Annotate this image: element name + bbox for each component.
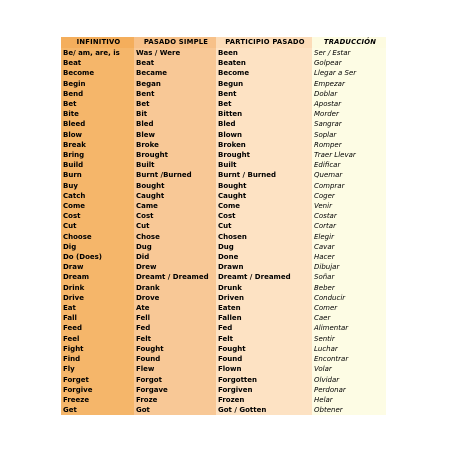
cell-traduccion: Comprar (312, 181, 386, 191)
cell-infinitivo: Buy (61, 181, 134, 191)
table-row (61, 221, 386, 231)
irregular-verbs-table (61, 37, 386, 415)
cell-participio-pasado: Drunk (216, 283, 312, 293)
table-row (61, 130, 386, 140)
cell-pasado-simple: Cost (134, 211, 216, 221)
cell-participio-pasado: Beaten (216, 58, 312, 68)
cell-infinitivo: Feel (61, 334, 134, 344)
cell-infinitivo: Draw (61, 262, 134, 272)
cell-pasado-simple: Chose (134, 232, 216, 242)
cell-infinitivo: Break (61, 140, 134, 150)
cell-traduccion: Helar (312, 395, 386, 405)
cell-infinitivo: Do (Does) (61, 252, 134, 262)
table-row (61, 252, 386, 262)
cell-pasado-simple: Bought (134, 181, 216, 191)
table-body (61, 48, 386, 415)
cell-infinitivo: Drive (61, 293, 134, 303)
cell-pasado-simple: Drank (134, 283, 216, 293)
cell-pasado-simple: Fed (134, 323, 216, 333)
table-row (61, 181, 386, 191)
cell-participio-pasado: Drawn (216, 262, 312, 272)
cell-pasado-simple: Bled (134, 119, 216, 129)
cell-traduccion: Soñar (312, 272, 386, 282)
cell-traduccion: Apostar (312, 99, 386, 109)
cell-traduccion: Sentir (312, 334, 386, 344)
cell-participio-pasado: Come (216, 201, 312, 211)
cell-participio-pasado: Fed (216, 323, 312, 333)
cell-pasado-simple: Broke (134, 140, 216, 150)
cell-infinitivo: Eat (61, 303, 134, 313)
table-row (61, 150, 386, 160)
table-row (61, 354, 386, 364)
cell-pasado-simple: Brought (134, 150, 216, 160)
cell-participio-pasado: Forgotten (216, 375, 312, 385)
cell-infinitivo: Choose (61, 232, 134, 242)
cell-traduccion: Comer (312, 303, 386, 313)
cell-pasado-simple: Fought (134, 344, 216, 354)
table-row (61, 140, 386, 150)
table-row (61, 79, 386, 89)
cell-traduccion: Cortar (312, 221, 386, 231)
cell-infinitivo: Come (61, 201, 134, 211)
cell-traduccion: Golpear (312, 58, 386, 68)
cell-pasado-simple: Came (134, 201, 216, 211)
table-row (61, 99, 386, 109)
table-row (61, 375, 386, 385)
cell-infinitivo: Feed (61, 323, 134, 333)
verb-table-container (61, 37, 386, 415)
cell-infinitivo: Freeze (61, 395, 134, 405)
table-row (61, 242, 386, 252)
cell-participio-pasado: Driven (216, 293, 312, 303)
header-participio-pasado: PARTICIPIO PASADO (216, 37, 312, 48)
cell-infinitivo: Bend (61, 89, 134, 99)
table-row (61, 58, 386, 68)
cell-traduccion: Sangrar (312, 119, 386, 129)
cell-infinitivo: Drink (61, 283, 134, 293)
cell-traduccion: Volar (312, 364, 386, 374)
table-row (61, 160, 386, 170)
cell-participio-pasado: Bled (216, 119, 312, 129)
table-row (61, 405, 386, 415)
cell-traduccion: Alimentar (312, 323, 386, 333)
cell-pasado-simple: Drew (134, 262, 216, 272)
table-row (61, 293, 386, 303)
cell-pasado-simple: Did (134, 252, 216, 262)
table-row (61, 119, 386, 129)
header-traduccion: TRADUCCIÓN (312, 37, 386, 48)
cell-infinitivo: Bring (61, 150, 134, 160)
cell-traduccion: Caer (312, 313, 386, 323)
table-row (61, 323, 386, 333)
cell-participio-pasado: Dreamt / Dreamed (216, 272, 312, 282)
cell-pasado-simple: Blew (134, 130, 216, 140)
cell-traduccion: Conducir (312, 293, 386, 303)
cell-traduccion: Dibujar (312, 262, 386, 272)
cell-participio-pasado: Chosen (216, 232, 312, 242)
cell-infinitivo: Bleed (61, 119, 134, 129)
cell-infinitivo: Cut (61, 221, 134, 231)
cell-traduccion: Traer Llevar (312, 150, 386, 160)
table-row (61, 303, 386, 313)
cell-traduccion: Beber (312, 283, 386, 293)
cell-infinitivo: Blow (61, 130, 134, 140)
cell-participio-pasado: Felt (216, 334, 312, 344)
cell-participio-pasado: Cut (216, 221, 312, 231)
cell-pasado-simple: Bet (134, 99, 216, 109)
cell-participio-pasado: Fought (216, 344, 312, 354)
cell-participio-pasado: Caught (216, 191, 312, 201)
cell-infinitivo: Fall (61, 313, 134, 323)
cell-infinitivo: Become (61, 68, 134, 78)
cell-traduccion: Empezar (312, 79, 386, 89)
header-infinitivo: INFINITIVO (61, 37, 134, 48)
cell-participio-pasado: Blown (216, 130, 312, 140)
header-pasado-simple: PASADO SIMPLE (134, 37, 216, 48)
cell-pasado-simple: Got (134, 405, 216, 415)
table-row (61, 191, 386, 201)
cell-pasado-simple: Began (134, 79, 216, 89)
cell-infinitivo: Bite (61, 109, 134, 119)
table-row (61, 68, 386, 78)
cell-infinitivo: Beat (61, 58, 134, 68)
table-row (61, 201, 386, 211)
table-row (61, 334, 386, 344)
table-header-row (61, 37, 386, 48)
cell-participio-pasado: Built (216, 160, 312, 170)
cell-participio-pasado: Eaten (216, 303, 312, 313)
cell-traduccion: Obtener (312, 405, 386, 415)
cell-infinitivo: Dream (61, 272, 134, 282)
cell-pasado-simple: Bent (134, 89, 216, 99)
cell-pasado-simple: Flew (134, 364, 216, 374)
cell-pasado-simple: Bit (134, 109, 216, 119)
table-row (61, 283, 386, 293)
cell-pasado-simple: Froze (134, 395, 216, 405)
table-row (61, 262, 386, 272)
cell-traduccion: Quemar (312, 170, 386, 180)
cell-traduccion: Doblar (312, 89, 386, 99)
cell-pasado-simple: Drove (134, 293, 216, 303)
table-row (61, 109, 386, 119)
cell-participio-pasado: Broken (216, 140, 312, 150)
cell-infinitivo: Forget (61, 375, 134, 385)
cell-participio-pasado: Bent (216, 89, 312, 99)
cell-pasado-simple: Found (134, 354, 216, 364)
cell-pasado-simple: Ate (134, 303, 216, 313)
cell-pasado-simple: Cut (134, 221, 216, 231)
cell-traduccion: Elegir (312, 232, 386, 242)
cell-traduccion: Llegar a Ser (312, 68, 386, 78)
table-row (61, 385, 386, 395)
cell-participio-pasado: Been (216, 48, 312, 58)
cell-traduccion: Ser / Estar (312, 48, 386, 58)
cell-pasado-simple: Caught (134, 191, 216, 201)
cell-pasado-simple: Was / Were (134, 48, 216, 58)
cell-infinitivo: Get (61, 405, 134, 415)
cell-infinitivo: Cost (61, 211, 134, 221)
cell-participio-pasado: Forgiven (216, 385, 312, 395)
cell-infinitivo: Catch (61, 191, 134, 201)
cell-pasado-simple: Forgave (134, 385, 216, 395)
cell-traduccion: Cavar (312, 242, 386, 252)
cell-pasado-simple: Became (134, 68, 216, 78)
cell-pasado-simple: Beat (134, 58, 216, 68)
cell-traduccion: Coger (312, 191, 386, 201)
cell-participio-pasado: Bitten (216, 109, 312, 119)
cell-infinitivo: Build (61, 160, 134, 170)
cell-infinitivo: Dig (61, 242, 134, 252)
cell-pasado-simple: Felt (134, 334, 216, 344)
cell-pasado-simple: Forgot (134, 375, 216, 385)
cell-traduccion: Morder (312, 109, 386, 119)
cell-pasado-simple: Dreamt / Dreamed (134, 272, 216, 282)
cell-infinitivo: Be/ am, are, is (61, 48, 134, 58)
cell-infinitivo: Find (61, 354, 134, 364)
table-row (61, 395, 386, 405)
cell-pasado-simple: Burnt /Burned (134, 170, 216, 180)
cell-pasado-simple: Built (134, 160, 216, 170)
cell-participio-pasado: Burnt / Burned (216, 170, 312, 180)
cell-participio-pasado: Begun (216, 79, 312, 89)
cell-participio-pasado: Found (216, 354, 312, 364)
cell-infinitivo: Fly (61, 364, 134, 374)
cell-traduccion: Edificar (312, 160, 386, 170)
cell-traduccion: Soplar (312, 130, 386, 140)
table-row (61, 48, 386, 58)
cell-participio-pasado: Brought (216, 150, 312, 160)
cell-traduccion: Costar (312, 211, 386, 221)
cell-pasado-simple: Dug (134, 242, 216, 252)
table-row (61, 89, 386, 99)
table-row (61, 313, 386, 323)
cell-traduccion: Hacer (312, 252, 386, 262)
cell-infinitivo: Bet (61, 99, 134, 109)
cell-infinitivo: Begin (61, 79, 134, 89)
table-row (61, 170, 386, 180)
cell-pasado-simple: Fell (134, 313, 216, 323)
cell-traduccion: Olvidar (312, 375, 386, 385)
table-row (61, 272, 386, 282)
cell-traduccion: Romper (312, 140, 386, 150)
cell-infinitivo: Forgive (61, 385, 134, 395)
table-row (61, 364, 386, 374)
cell-participio-pasado: Flown (216, 364, 312, 374)
cell-traduccion: Luchar (312, 344, 386, 354)
cell-participio-pasado: Frozen (216, 395, 312, 405)
cell-infinitivo: Fight (61, 344, 134, 354)
cell-participio-pasado: Bet (216, 99, 312, 109)
cell-traduccion: Venir (312, 201, 386, 211)
table-row (61, 211, 386, 221)
cell-infinitivo: Burn (61, 170, 134, 180)
cell-participio-pasado: Fallen (216, 313, 312, 323)
cell-participio-pasado: Bought (216, 181, 312, 191)
cell-traduccion: Encontrar (312, 354, 386, 364)
cell-participio-pasado: Become (216, 68, 312, 78)
table-row (61, 232, 386, 242)
cell-participio-pasado: Cost (216, 211, 312, 221)
cell-participio-pasado: Got / Gotten (216, 405, 312, 415)
cell-participio-pasado: Done (216, 252, 312, 262)
cell-participio-pasado: Dug (216, 242, 312, 252)
table-row (61, 344, 386, 354)
cell-traduccion: Perdonar (312, 385, 386, 395)
